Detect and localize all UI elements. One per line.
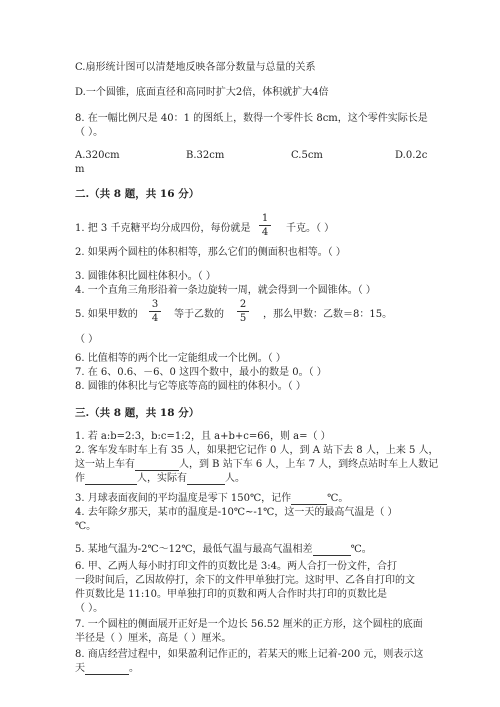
fraction-bar	[237, 311, 249, 312]
option-c-statement: C.扇形统计图可以清楚地反映各部分数量与总量的关系	[75, 62, 316, 73]
choice-d: D.0.2c	[395, 150, 428, 161]
option-d-statement: D.一个圆锥，底面直径和高同时扩大2倍，体积就扩大4倍	[75, 87, 329, 98]
s2-q6: 6. 比值相等的两个比一定能组成一个比例。（ ）	[75, 353, 286, 364]
answer-blank[interactable]	[291, 504, 327, 505]
s3-q4-line1: 4. 去年除夕那天，某市的温度是-10℃~-1℃，这一天的最高气温是（ ）	[75, 507, 398, 518]
section-3-title: 三.（共 8 题，共 18 分）	[75, 407, 200, 419]
answer-blank[interactable]	[85, 484, 137, 485]
s3-q2-line2	[75, 458, 438, 471]
answer-blank[interactable]	[85, 674, 129, 675]
s2-q3: 3. 圆锥体积比圆柱体积小。（ ）	[75, 271, 216, 282]
s3-q5-unit: ℃。	[350, 544, 372, 555]
s2-q5-fraction-2	[237, 299, 249, 324]
s2-q2: 2. 如果两个圆柱的体积相等，那么它们的侧面积也相等。（ ）	[75, 247, 346, 258]
fraction-denominator: 5	[239, 313, 247, 324]
s2-q5-text-mid: 等于乙数的	[174, 309, 224, 320]
choice-b: B.32cm	[186, 150, 225, 161]
s3-q2-text: 这一站上车有	[75, 459, 135, 470]
s3-q2-text-cont: 人，到 B 站下车 6 人，上车 7 人，到终点站时车上人数记	[179, 459, 439, 470]
question-8-paren: （ ）。	[75, 127, 104, 138]
choice-a: A.320cm	[75, 150, 120, 161]
s3-q7-line2: 半径是（ ）厘米，高是（ ）厘米。	[75, 633, 232, 644]
s3-q3	[75, 492, 348, 505]
section-2-title: 二.（共 8 题，共 16 分）	[75, 188, 200, 200]
fraction-bar	[149, 311, 161, 312]
fraction-denominator: 4	[261, 227, 269, 238]
s2-q7: 7. 在 6、0.6、－6、0 这四个数中，最小的数是 0。（ ）	[75, 367, 327, 378]
s3-q8-line2	[75, 662, 139, 675]
fraction-bar	[259, 225, 271, 226]
answer-blank[interactable]	[313, 555, 351, 556]
s3-q3-text: 3. 月球表面夜间的平均温度是零下 150℃，记作	[75, 493, 292, 504]
fraction-numerator: 2	[239, 299, 247, 310]
s3-q7-line1: 7. 一个圆柱的侧面展开正好是一个边长 56.52 厘米的正方形，这个圆柱的底面	[75, 619, 423, 630]
fraction-numerator: 1	[261, 213, 269, 224]
answer-blank[interactable]	[135, 470, 179, 471]
s3-q2-line3	[75, 472, 245, 485]
s2-q1-text: 1. 把 3 千克糖平均分成四份，每份就是	[75, 223, 251, 234]
s3-q2-text-b: 人，实际有	[137, 473, 187, 484]
s2-q5-text-end: ，那么甲数：乙数＝8：15。	[263, 309, 393, 320]
s2-q8: 8. 圆锥的体积比与它等底等高的圆柱的体积小。（ ）	[75, 381, 306, 392]
s2-q4: 4. 一个直角三角形沿着一条边旋转一周，就会得到一个圆锥体。（ ）	[75, 285, 376, 296]
s3-q8-line1: 8. 商店经营过程中，如果盈利记作正的，若某天的账上记着-200 元，则表示这	[75, 649, 424, 660]
s2-q1-fraction	[259, 213, 271, 238]
s3-q4-line2: ℃。	[75, 521, 97, 532]
s2-q5-paren: （ ）	[75, 334, 99, 345]
s2-q5-fraction-1	[149, 299, 161, 324]
question-8-text: 8. 在一幅比例尺是 40：1 的图纸上，数得一个零件长 8cm，这个零件实际长是	[75, 113, 428, 124]
s3-q6-line4: （ ）。	[75, 603, 104, 614]
s3-q1: 1. 若 a:b=2:3，b:c=1:2，且 a+b+c=66，则 a=（ ）	[75, 431, 331, 442]
s3-q2-text-c: 人。	[225, 473, 245, 484]
s3-q2-text-a: 作	[75, 473, 85, 484]
s3-q3-unit: ℃。	[327, 493, 349, 504]
s3-q5-text: 5. 某地气温为-2℃～12℃，最低气温与最高气温相差	[75, 544, 313, 555]
s3-q8-text: 天	[75, 663, 85, 674]
s2-q5-text: 5. 如果甲数的	[75, 309, 138, 320]
fraction-numerator: 3	[151, 299, 159, 310]
s3-q8-end: 。	[129, 663, 139, 674]
s3-q5	[75, 543, 372, 556]
s3-q6-line3: 件页数比是 11:10。甲单独打印的页数和两人合作时共打印的页数比是	[75, 589, 387, 600]
choice-d-wrap: m	[75, 164, 85, 175]
fraction-denominator: 4	[151, 313, 159, 324]
s3-q6-line1: 6. 甲、乙两人每小时打印文件的页数比是 3:4。两人合打一份文件，合打	[75, 561, 397, 572]
s3-q2-line1: 2. 客车发车时车上有 35 人，如果把它记作 0 人，到 A 站下去 8 人，上来 5 人，	[75, 445, 439, 456]
choice-c: C.5cm	[291, 150, 323, 161]
s2-q1-text-end: 千克。（ ）	[286, 223, 335, 234]
answer-blank[interactable]	[187, 484, 225, 485]
s3-q6-line2: 一段时间后，乙因故停打，余下的文件甲单独打完。这时甲、乙各自打印的文	[75, 575, 415, 586]
